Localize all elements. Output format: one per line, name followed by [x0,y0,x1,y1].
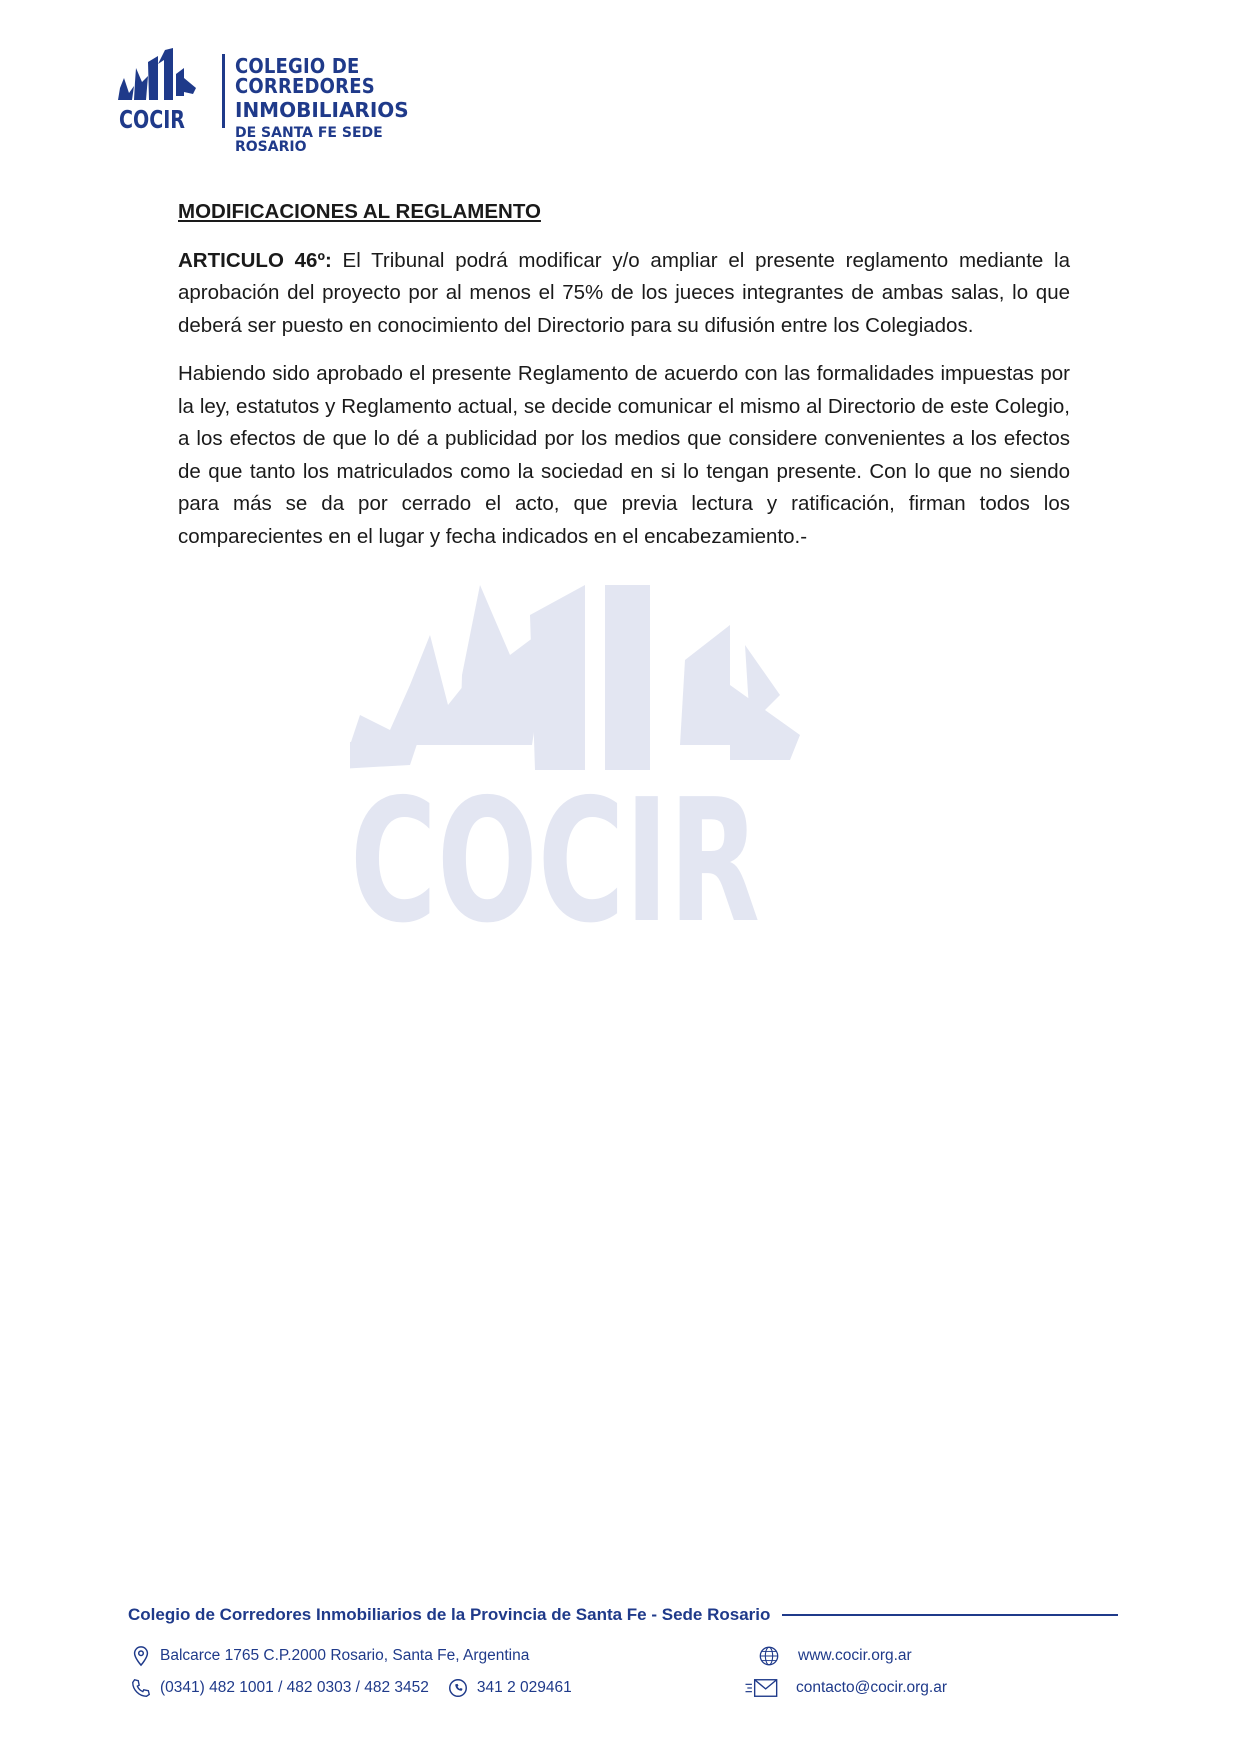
footer-website [758,1645,912,1667]
footer-rule [782,1614,1118,1616]
logo-word: COCIR [119,105,185,134]
org-name-line3: DE SANTA FE SEDE ROSARIO [235,125,383,155]
whatsapp-icon [447,1677,469,1699]
footer-email [744,1677,947,1699]
address-text: Balcarce 1765 C.P.2000 Rosario, Santa Fe, Argentina [160,1647,530,1664]
footer-address [130,1645,529,1667]
website-text[interactable]: www.cocir.org.ar [798,1647,912,1664]
logo-divider [222,54,225,128]
article-paragraph [178,245,1070,343]
footer-title: Colegio de Corredores Inmobiliarios de la Provincia de Santa Fe - Sede Rosario [128,1605,771,1624]
section-title: MODIFICACIONES AL REGLAMENTO [178,200,541,223]
logo-text [235,56,458,154]
footer-phones [130,1677,572,1699]
footer-title-row [128,1605,1118,1625]
email-text[interactable]: contacto@cocir.org.ar [796,1679,947,1696]
cocir-logo-icon [118,48,204,134]
document-body [178,196,1070,569]
org-name-line1: COLEGIO DE CORREDORES [235,54,375,98]
article-text: El Tribunal podrá modificar y/o ampliar el presente reglamento mediante la aprobación del proyecto por al menos el 75% de los jueces integrantes de ambas salas, lo que deberá ser puesto en conocimiento del Directorio para su difusión entre los Colegiados. [178,248,1071,337]
cocir-watermark-logo [350,585,900,1045]
closing-paragraph: Habiendo sido aprobado el presente Reglamento de acuerdo con las formalidades impuestas por la ley, estatutos y Reglamento actual, se decide comunicar el mismo al Directorio de este Colegio, a los efectos de que lo dé a publicidad por los medios que considere convenientes a los efectos de que tanto los matriculados como la sociedad en si lo tengan presente. Con lo que no siendo para más se da por cerrado el acto, que previa lectura y ratificación, firman todos los comparecientes en el lugar y fecha indicados en el encabezamiento.- [178,362,1070,548]
org-name-line2: INMOBILIARIOS [235,98,409,122]
header-logo [118,48,458,155]
phone-icon [130,1677,152,1699]
phones-text: (0341) 482 1001 / 482 0303 / 482 3452 [160,1679,429,1696]
watermark-word: COCIR [350,763,760,961]
whatsapp-text: 341 2 029461 [476,1679,572,1696]
footer [128,1605,1118,1696]
article-label: ARTICULO 46º: [178,248,332,272]
globe-icon [758,1645,780,1667]
envelope-icon [744,1677,780,1699]
location-pin-icon [130,1645,152,1667]
